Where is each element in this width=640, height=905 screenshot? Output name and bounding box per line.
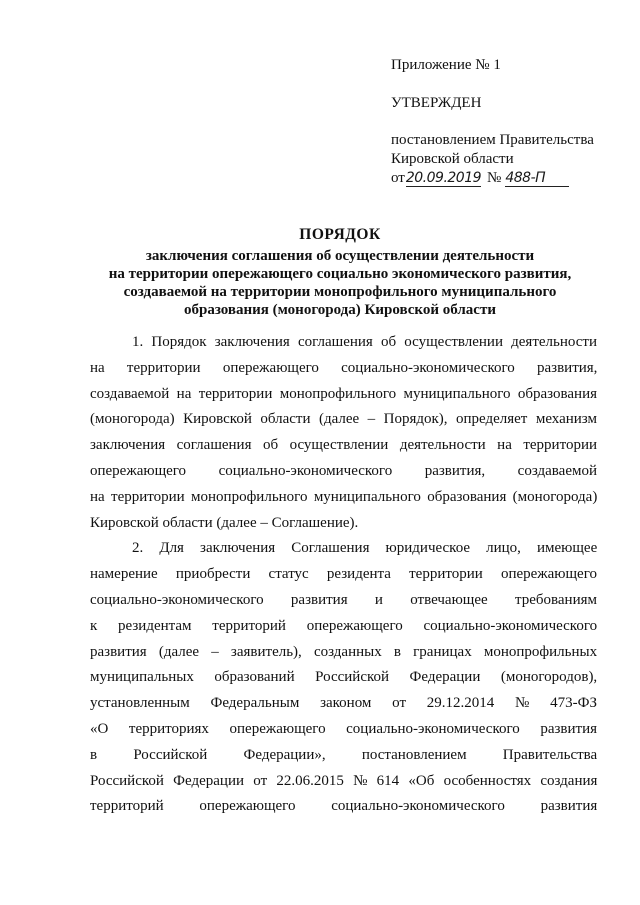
paragraph-1-line: (моногорода) Кировской области (далее – Порядок), определяет механизм	[90, 411, 597, 428]
paragraph-2-line: муниципальных образований Российской Федерации (моногородов),	[90, 669, 598, 686]
from-prefix: от	[391, 170, 405, 186]
decree-line-2: Кировской области	[391, 151, 514, 167]
paragraph-2-line: развития (далее – заявитель), созданных в границах монопрофильных	[90, 643, 598, 660]
title-line: заключения соглашения об осуществлении деятельности	[145, 248, 535, 264]
paragraph-1-line: создаваемой на территории монопрофильного муниципального образования	[90, 385, 598, 402]
paragraph-1-line: опережающего социально-экономического развития, создаваемой	[90, 462, 597, 479]
document-body	[90, 330, 597, 820]
title-line: создаваемой на территории монопрофильного муниципального	[123, 284, 557, 300]
paragraph-2-line: 2. Для заключения Соглашения юридическое лицо, имеющее	[132, 540, 598, 557]
paragraph-2-line: к резидентам территорий опережающего социально-экономического	[90, 617, 598, 634]
decree-date-number	[391, 169, 631, 188]
document-title	[70, 226, 610, 319]
approved-label: УТВЕРЖДЕН	[391, 95, 482, 111]
approval-stamp	[391, 56, 631, 188]
paragraph-1-line: на территории монопрофильного муниципального образования (моногорода)	[90, 488, 598, 505]
title-line: образования (моногорода) Кировской области	[184, 302, 496, 318]
paragraph-2-line: территорий опережающего социально-экономического развития	[90, 798, 598, 815]
paragraph-2-line: намерение приобрести статус резидента территории опережающего	[90, 566, 597, 583]
paragraph-1-line: 1. Порядок заключения соглашения об осуществлении деятельности	[132, 334, 597, 350]
title-main: ПОРЯДОК	[299, 226, 381, 243]
handwritten-number: 488-П	[505, 171, 569, 187]
paragraph-1-line: на территории опережающего социально-экономического развития,	[90, 359, 598, 376]
paragraph-2-line: установленным Федеральным законом от 29.12.2014 № 473-ФЗ	[90, 695, 597, 712]
title-line: на территории опережающего социально экономического развития,	[108, 266, 572, 282]
paragraph-2-line: Российской Федерации от 22.06.2015 № 614 «Об особенностях создания	[90, 772, 598, 789]
annex-label: Приложение № 1	[391, 57, 501, 73]
paragraph-2-line: «О территориях опережающего социально-экономического развития	[90, 720, 597, 737]
number-sign: №	[487, 170, 502, 186]
decree-line-1: постановлением Правительства	[391, 132, 594, 148]
paragraph-2-line: социально-экономического развития и отвечающее требованиям	[90, 591, 597, 608]
paragraph-1-line: заключения соглашения об осуществлении деятельности на территории	[90, 437, 597, 454]
paragraph-2-line: в Российской Федерации», постановлением Правительства	[90, 746, 598, 763]
handwritten-date: 20.09.2019	[405, 170, 482, 186]
paragraph-1-line: Кировской области (далее – Соглашение).	[90, 514, 359, 531]
